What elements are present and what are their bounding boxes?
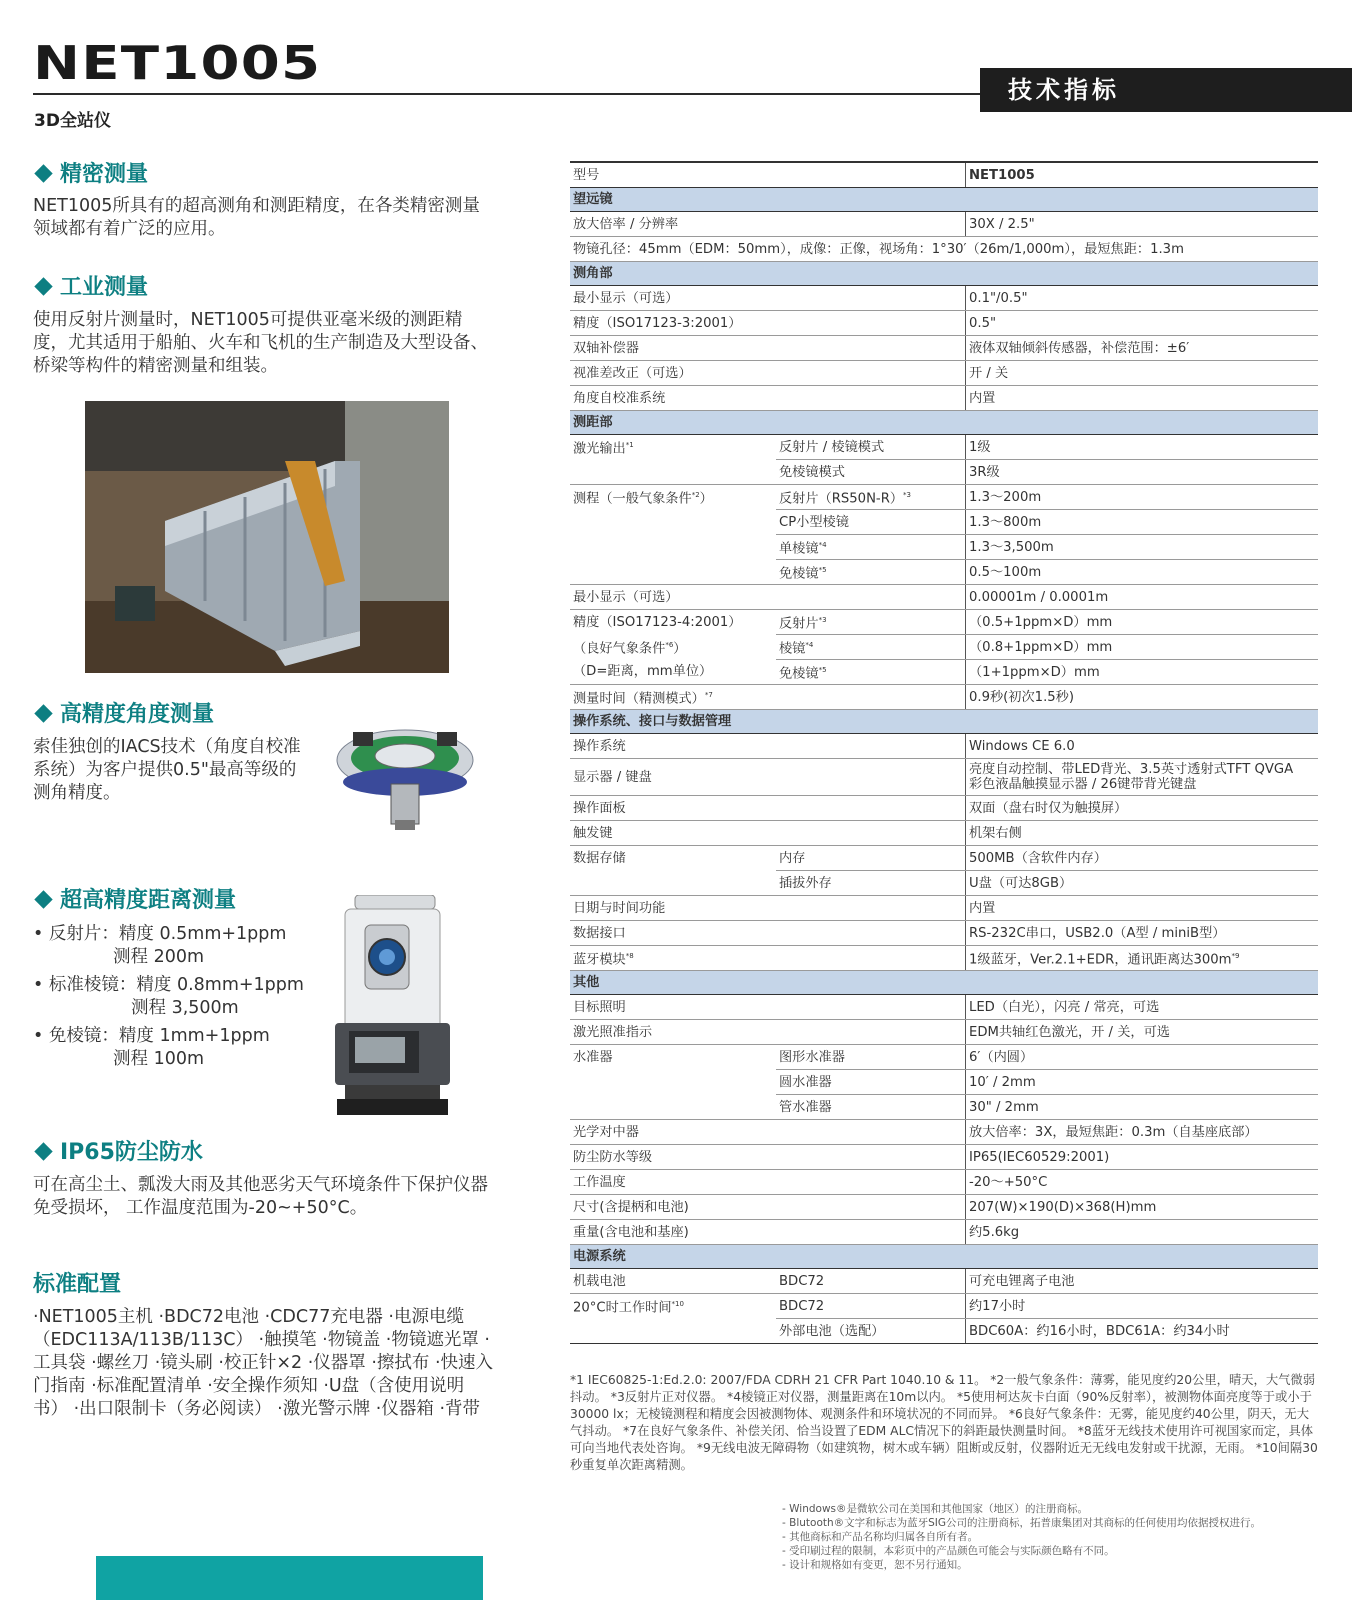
- spec-label: 蓝牙模块$^{*8}$: [570, 946, 966, 971]
- spec-label: 触发键: [570, 821, 966, 846]
- spec-label: （D=距离，mm单位）: [570, 660, 776, 685]
- spec-value: （0.8+1ppm×D）mm: [966, 635, 1319, 660]
- spec-value: 放大倍率：3X，最短焦距：0.3m（自基座底部）: [966, 1120, 1319, 1145]
- spec-value: 30X / 2.5": [966, 212, 1319, 237]
- spec-label: 激光照准指示: [570, 1020, 966, 1045]
- industrial-photo: [85, 401, 449, 673]
- section-title-distance: 超高精度距离测量: [33, 883, 236, 914]
- spec-value: 0.1"/0.5": [966, 286, 1319, 311]
- bullet-prism: • 标准棱镜：精度 0.8mm+1ppm 测程 3,500m: [33, 975, 304, 1018]
- spec-value: 500MB（含软件内存）: [966, 846, 1319, 871]
- section-title-industrial: 工业测量: [33, 270, 148, 301]
- spec-value: 开 / 关: [966, 361, 1319, 386]
- spec-label: 操作系统: [570, 734, 966, 759]
- spec-sublabel: 免棱镜$^{*5}$: [776, 560, 966, 585]
- spec-value: 10′ / 2mm: [966, 1070, 1319, 1095]
- spec-value: 机架右侧: [966, 821, 1319, 846]
- spec-value: 约17小时: [966, 1294, 1319, 1319]
- section-title-standard-config: 标准配置: [33, 1272, 122, 1297]
- spec-label: 数据存储: [573, 850, 626, 866]
- diamond-bullet-icon: [34, 704, 52, 722]
- diamond-bullet-icon: [34, 164, 52, 182]
- spec-value: 1.3～800m: [966, 510, 1319, 535]
- spec-value: IP65(IEC60529:2001): [966, 1145, 1319, 1170]
- spec-value: 双面（盘右时仅为触摸屏）: [966, 796, 1319, 821]
- spec-sublabel: 图形水准器: [776, 1045, 966, 1070]
- spec-sublabel: 免棱镜模式: [776, 460, 966, 485]
- spec-value: RS-232C串口，USB2.0（A型 / miniB型）: [966, 921, 1319, 946]
- spec-sublabel: 反射片 / 棱镜模式: [776, 435, 966, 460]
- legal-notes: - Windows®是微软公司在美国和其他国家（地区）的注册商标。 - Blutooth®文字和标志为蓝牙SIG公司的注册商标，拓普康集团对其商标的任何使用均依据授权进行。 - 其他商标和产品名称均归属各自所有者。 - 受印刷过程的限制，本彩页中的产品颜色可能会与实际颜色略有不同。 - 设计和规格如有变更，恕不另行通知。: [782, 1503, 1262, 1571]
- category-power: 电源系统: [570, 1245, 966, 1269]
- spec-label: 显示器 / 键盘: [570, 759, 966, 796]
- header-rule: [33, 93, 983, 95]
- spec-footnotes: *1 IEC60825-1:Ed.2.0: 2007/FDA CDRH 21 CFR Part 1040.10 & 11。 *2一般气象条件：薄雾，能见度约20公里，晴天，大气微弱抖动。 *3反射片正对仪器。 *4棱镜正对仪器，测量距离在10m以内。 *5使用柯达灰卡白面（90%反射率），被测物体面亮度等于或小于30000 lx；无棱镜测程和精度会因被测物体、观测条件和环境状况的不同而异。 *6良好气象条件：无雾，能见度约40公里，阴天，无大气抖动。 *7在良好气象条件、补偿关闭、恰当设置了EDM ALC情况下的斜距最快测量时间。 *8蓝牙无线技术使用许可视国家而定，具体可向当地代表处咨询。 *9无线电波无障碍物（如建筑物，树木或车辆）阻断或反射，仪器附近无无线电发射或干扰源，无雨。 *10间隔30秒重复单次距离精测。: [570, 1373, 1318, 1472]
- spec-sublabel: 棱镜$^{*4}$: [776, 635, 966, 660]
- spec-value: 3R级: [966, 460, 1319, 485]
- spec-value: 30" / 2mm: [966, 1095, 1319, 1120]
- spec-sublabel: BDC72: [776, 1269, 966, 1294]
- spec-value: 亮度自动控制、带LED背光、3.5英寸透射式TFT QVGA 彩色液晶触摸显示器 / 26键带背光键盘: [966, 759, 1319, 796]
- spec-label: 操作面板: [570, 796, 966, 821]
- spec-label: 光学对中器: [570, 1120, 966, 1145]
- spec-label: 重量(含电池和基座): [570, 1220, 966, 1245]
- diamond-bullet-icon: [34, 1142, 52, 1160]
- spec-value: LED（白光），闪亮 / 常亮，可选: [966, 995, 1319, 1020]
- spec-sublabel: 单棱镜$^{*4}$: [776, 535, 966, 560]
- spec-label: 水准器: [573, 1049, 613, 1065]
- spec-label: 20°C时工作时间$^{*10}$: [573, 1300, 684, 1316]
- spec-label: 型号: [570, 162, 966, 188]
- spec-table: [570, 161, 1318, 1344]
- spec-tab-label: 技术指标: [980, 68, 1352, 112]
- section-text-angle: 索佳独创的IACS技术（角度自校准系统）为客户提供0.5"最高等级的测角精度。: [33, 737, 301, 803]
- spec-sublabel: CP小型棱镜: [776, 510, 966, 535]
- spec-label: 测程（一般气象条件$^{*2}$）: [573, 491, 713, 507]
- spec-value: 0.5": [966, 311, 1319, 336]
- spec-label: 精度（ISO17123-4:2001）: [573, 614, 742, 630]
- spec-label: 角度自校准系统: [570, 386, 966, 411]
- spec-sublabel: 反射片$^{*3}$: [776, 610, 966, 635]
- spec-label: 激光输出$^{*1}$: [573, 441, 634, 457]
- diamond-bullet-icon: [34, 277, 52, 295]
- spec-value: 1级蓝牙，Ver.2.1+EDR，通讯距离达$300m^{*9}$: [966, 946, 1319, 971]
- spec-value: NET1005: [966, 162, 1319, 188]
- total-station-illustration: [335, 895, 450, 1117]
- section-title-ip65: IP65防尘防水: [33, 1135, 203, 1166]
- diamond-bullet-icon: [34, 890, 52, 908]
- section-title-angle: 高精度角度测量: [33, 697, 214, 728]
- spec-value: EDM共轴红色激光，开 / 关，可选: [966, 1020, 1319, 1045]
- spec-sublabel: 插拔外存: [776, 871, 966, 896]
- product-subtitle: 3D全站仪: [34, 111, 111, 131]
- spec-value: 0.00001m / 0.0001m: [966, 585, 1319, 610]
- product-logo: NET1005: [33, 36, 322, 90]
- spec-label: 日期与时间功能: [570, 896, 966, 921]
- iacs-encoder-illustration: [333, 712, 477, 832]
- category-other: 其他: [570, 971, 966, 995]
- section-text-precision: NET1005所具有的超高测角和测距精度，在各类精密测量领域都有着广泛的应用。: [33, 196, 480, 239]
- spec-value: 内置: [966, 896, 1319, 921]
- section-text-ip65: 可在高尘土、瓢泼大雨及其他恶劣天气环境条件下保护仪器免受损坏， 工作温度范围为-20~+50°C。: [33, 1175, 488, 1218]
- spec-value: 1.3～200m: [966, 485, 1319, 510]
- spec-sublabel: 圆水准器: [776, 1070, 966, 1095]
- category-angle: 测角部: [570, 262, 966, 286]
- spec-value: 0.5～100m: [966, 560, 1319, 585]
- spec-label: 精度（ISO17123-3:2001）: [570, 311, 966, 336]
- spec-value: 1.3～3,500m: [966, 535, 1319, 560]
- spec-value: 0.9秒(初次1.5秒): [966, 685, 1319, 710]
- spec-value: -20～+50°C: [966, 1170, 1319, 1195]
- section-text-standard-config: ·NET1005主机 ·BDC72电池 ·CDC77充电器 ·电源电缆（EDC113A/113B/113C） ·触摸笔 ·物镜盖 ·物镜遮光罩 ·工具袋 ·螺丝刀 ·镜头刷 ·校正针×2 ·仪器罩 ·擦拭布 ·快速入门指南 ·标准配置清单 ·安全操作须知 ·U盘（含使用说明书） ·出口限制卡（务必阅读） ·激光警示牌 ·仪器箱 ·背带: [33, 1307, 494, 1419]
- spec-value: 可充电锂离子电池: [966, 1269, 1319, 1294]
- spec-value: 液体双轴倾斜传感器，补偿范围：±6′: [966, 336, 1319, 361]
- spec-value: （0.5+1ppm×D）mm: [966, 610, 1319, 635]
- spec-value: U盘（可达8GB）: [966, 871, 1319, 896]
- spec-label: 视准差改正（可选）: [570, 361, 966, 386]
- footer-accent-bar: [96, 1556, 483, 1600]
- spec-value: Windows CE 6.0: [966, 734, 1319, 759]
- spec-full-row: 物镜孔径：45mm（EDM：50mm），成像：正像，视场角：1°30′（26m/1,000m），最短焦距：1.3m: [570, 237, 1318, 262]
- category-telescope: 望远镜: [570, 188, 966, 212]
- spec-label: 放大倍率 / 分辨率: [570, 212, 966, 237]
- spec-sublabel: 内存: [776, 846, 966, 871]
- spec-label: 目标照明: [570, 995, 966, 1020]
- spec-label: 测量时间（精测模式）$^{*7}$: [570, 685, 966, 710]
- spec-label: 工作温度: [570, 1170, 966, 1195]
- spec-value: BDC60A：约16小时，BDC61A：约34小时: [966, 1319, 1319, 1344]
- spec-sublabel: BDC72: [776, 1294, 966, 1319]
- spec-label: （良好气象条件$^{*6}$）: [573, 640, 687, 657]
- spec-value: 6′（内圆）: [966, 1045, 1319, 1070]
- spec-value: （1+1ppm×D）mm: [966, 660, 1319, 685]
- spec-label: 双轴补偿器: [570, 336, 966, 361]
- bullet-reflectorless: • 免棱镜：精度 1mm+1ppm 测程 100m: [33, 1026, 270, 1069]
- spec-value: 1级: [966, 435, 1319, 460]
- section-title-precision: 精密测量: [33, 157, 148, 188]
- spec-sublabel: 反射片$(RS50N-R)^{*3}$: [776, 485, 966, 510]
- category-os: 操作系统、接口与数据管理: [570, 710, 966, 734]
- spec-sublabel: 外部电池（选配）: [776, 1319, 966, 1344]
- section-text-industrial: 使用反射片测量时，NET1005可提供亚毫米级的测距精度，尤其适用于船舶、火车和飞机的生产制造及大型设备、桥梁等构件的精密测量和组装。: [33, 310, 488, 376]
- spec-label: 数据接口: [570, 921, 966, 946]
- spec-value: 207(W)×190(D)×368(H)mm: [966, 1195, 1319, 1220]
- category-distance: 测距部: [570, 411, 966, 435]
- bullet-reflector: • 反射片：精度 0.5mm+1ppm 测程 200m: [33, 924, 287, 967]
- spec-sublabel: 免棱镜$^{*5}$: [776, 660, 966, 685]
- spec-value: 约5.6kg: [966, 1220, 1319, 1245]
- spec-label: 机载电池: [570, 1269, 776, 1294]
- spec-label: 最小显示（可选）: [570, 585, 966, 610]
- spec-sublabel: 管水准器: [776, 1095, 966, 1120]
- spec-label: 最小显示（可选）: [570, 286, 966, 311]
- spec-label: 防尘防水等级: [570, 1145, 966, 1170]
- spec-value: 内置: [966, 386, 1319, 411]
- spec-label: 尺寸(含提柄和电池): [570, 1195, 966, 1220]
